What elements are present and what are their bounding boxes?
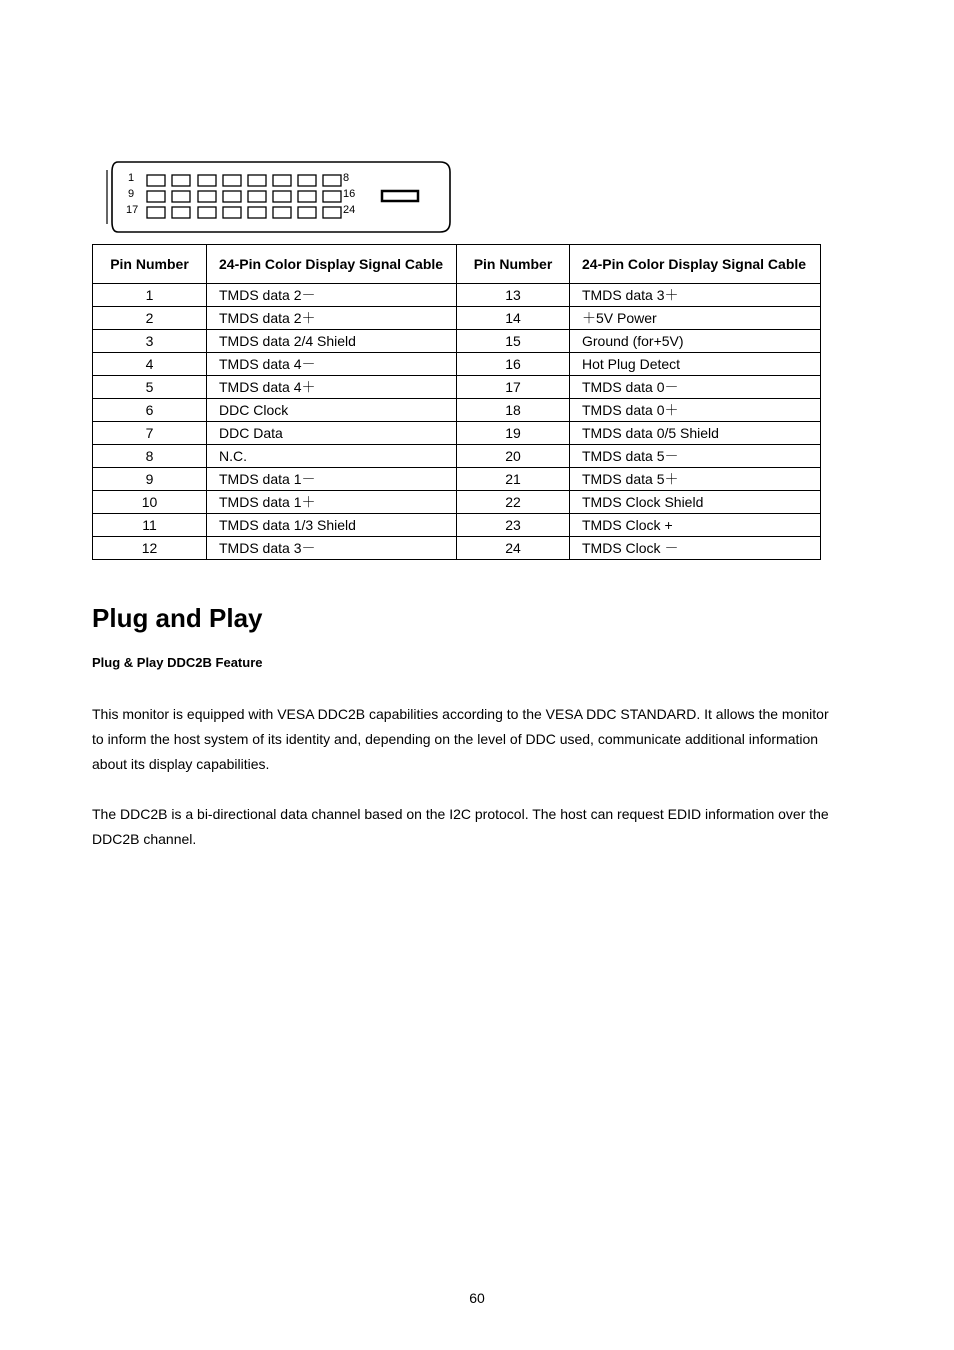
pin-label-24: 24 bbox=[343, 204, 356, 216]
pin-number-cell: 5 bbox=[93, 376, 207, 399]
table-row bbox=[93, 284, 821, 307]
header-pin-number-left: Pin Number bbox=[93, 245, 207, 284]
pin-4 bbox=[223, 175, 241, 186]
section-subtitle: Plug & Play DDC2B Feature bbox=[92, 655, 263, 670]
signal-name-cell: Hot Plug Detect bbox=[570, 353, 821, 376]
pin-11 bbox=[198, 191, 216, 202]
pin-number-cell: 12 bbox=[93, 537, 207, 560]
paragraph-ddc2b-capabilities: This monitor is equipped with VESA DDC2B capabilities according to the VESA DDC STANDARD. It allows the monitor to inform the host system of its identity and, depending on the level of DDC used, communicate additional information about its display capabilities. bbox=[92, 706, 829, 772]
pin-label-1: 1 bbox=[128, 172, 135, 184]
pin-18 bbox=[172, 207, 190, 218]
pin-16 bbox=[323, 191, 341, 202]
pin-24 bbox=[323, 207, 341, 218]
signal-name-cell: TMDS data 1－ bbox=[207, 468, 457, 491]
connector-outline bbox=[107, 162, 450, 232]
signal-name-cell: TMDS Clock + bbox=[570, 514, 821, 537]
signal-name-cell: TMDS data 2－ bbox=[207, 284, 457, 307]
pin-15 bbox=[298, 191, 316, 202]
dvi-connector-diagram bbox=[104, 160, 454, 236]
pin-number-cell: 14 bbox=[457, 307, 570, 330]
pin-label-8: 8 bbox=[343, 172, 350, 184]
paragraph-ddc2b-channel: The DDC2B is a bi-directional data channel based on the I2C protocol. The host can request EDID information over the DDC2B channel. bbox=[92, 806, 829, 847]
pin-number-cell: 15 bbox=[457, 330, 570, 353]
table-body bbox=[93, 284, 821, 560]
pin-number-cell: 23 bbox=[457, 514, 570, 537]
pin-1 bbox=[147, 175, 165, 186]
pin-grid bbox=[147, 175, 341, 218]
table-row bbox=[93, 399, 821, 422]
pin-21 bbox=[248, 207, 266, 218]
pin-number-cell: 13 bbox=[457, 284, 570, 307]
pin-number-cell: 11 bbox=[93, 514, 207, 537]
pin-number-cell: 3 bbox=[93, 330, 207, 353]
pin-number-cell: 18 bbox=[457, 399, 570, 422]
pin-assignment-table bbox=[92, 244, 821, 560]
pin-number-cell: 16 bbox=[457, 353, 570, 376]
pin-9 bbox=[147, 191, 165, 202]
pin-23 bbox=[298, 207, 316, 218]
signal-name-cell: DDC Data bbox=[207, 422, 457, 445]
ground-blade bbox=[382, 191, 418, 201]
pin-number-cell: 8 bbox=[93, 445, 207, 468]
signal-name-cell: TMDS data 1/3 Shield bbox=[207, 514, 457, 537]
signal-name-cell: TMDS data 5＋ bbox=[570, 468, 821, 491]
signal-name-cell: TMDS data 4＋ bbox=[207, 376, 457, 399]
table-row bbox=[93, 445, 821, 468]
signal-name-cell: ＋5V Power bbox=[570, 307, 821, 330]
pin-number-cell: 1 bbox=[93, 284, 207, 307]
pin-6 bbox=[273, 175, 291, 186]
pin-2 bbox=[172, 175, 190, 186]
table-row bbox=[93, 514, 821, 537]
pin-number-cell: 20 bbox=[457, 445, 570, 468]
signal-name-cell: TMDS data 4－ bbox=[207, 353, 457, 376]
pin-number-cell: 9 bbox=[93, 468, 207, 491]
pin-number-cell: 2 bbox=[93, 307, 207, 330]
header-signal-left: 24-Pin Color Display Signal Cable bbox=[207, 245, 457, 284]
signal-name-cell: TMDS data 0－ bbox=[570, 376, 821, 399]
table-row bbox=[93, 537, 821, 560]
pin-10 bbox=[172, 191, 190, 202]
section-title: Plug and Play bbox=[92, 603, 263, 633]
signal-name-cell: TMDS data 2/4 Shield bbox=[207, 330, 457, 353]
table-header-row bbox=[93, 245, 821, 284]
signal-name-cell: N.C. bbox=[207, 445, 457, 468]
table-row bbox=[93, 468, 821, 491]
table-row bbox=[93, 353, 821, 376]
pin-number-cell: 4 bbox=[93, 353, 207, 376]
pin-number-cell: 6 bbox=[93, 399, 207, 422]
signal-name-cell: TMDS data 5－ bbox=[570, 445, 821, 468]
pin-number-cell: 7 bbox=[93, 422, 207, 445]
signal-name-cell: Ground (for+5V) bbox=[570, 330, 821, 353]
table-row bbox=[93, 330, 821, 353]
pin-5 bbox=[248, 175, 266, 186]
pin-20 bbox=[223, 207, 241, 218]
signal-name-cell: TMDS data 0/5 Shield bbox=[570, 422, 821, 445]
pin-19 bbox=[198, 207, 216, 218]
signal-name-cell: TMDS data 3－ bbox=[207, 537, 457, 560]
signal-name-cell: TMDS Clock Shield bbox=[570, 491, 821, 514]
table-row bbox=[93, 491, 821, 514]
signal-name-cell: TMDS data 0＋ bbox=[570, 399, 821, 422]
pin-13 bbox=[248, 191, 266, 202]
page-number: 60 bbox=[469, 1290, 485, 1306]
pin-number-cell: 21 bbox=[457, 468, 570, 491]
header-signal-right: 24-Pin Color Display Signal Cable bbox=[570, 245, 821, 284]
signal-name-cell: TMDS data 2＋ bbox=[207, 307, 457, 330]
signal-name-cell: TMDS data 1＋ bbox=[207, 491, 457, 514]
pin-8 bbox=[323, 175, 341, 186]
table-row bbox=[93, 307, 821, 330]
pin-22 bbox=[273, 207, 291, 218]
pin-7 bbox=[298, 175, 316, 186]
pin-number-cell: 10 bbox=[93, 491, 207, 514]
pin-label-17: 17 bbox=[126, 204, 139, 216]
pin-14 bbox=[273, 191, 291, 202]
pin-number-cell: 17 bbox=[457, 376, 570, 399]
pin-number-cell: 22 bbox=[457, 491, 570, 514]
signal-name-cell: TMDS Clock － bbox=[570, 537, 821, 560]
pin-12 bbox=[223, 191, 241, 202]
pin-17 bbox=[147, 207, 165, 218]
signal-name-cell: DDC Clock bbox=[207, 399, 457, 422]
pin-label-9: 9 bbox=[128, 188, 135, 200]
header-pin-number-right: Pin Number bbox=[457, 245, 570, 284]
pin-3 bbox=[198, 175, 216, 186]
pin-number-cell: 24 bbox=[457, 537, 570, 560]
signal-name-cell: TMDS data 3＋ bbox=[570, 284, 821, 307]
table-row bbox=[93, 422, 821, 445]
pin-label-16: 16 bbox=[343, 188, 356, 200]
pin-number-cell: 19 bbox=[457, 422, 570, 445]
table-row bbox=[93, 376, 821, 399]
